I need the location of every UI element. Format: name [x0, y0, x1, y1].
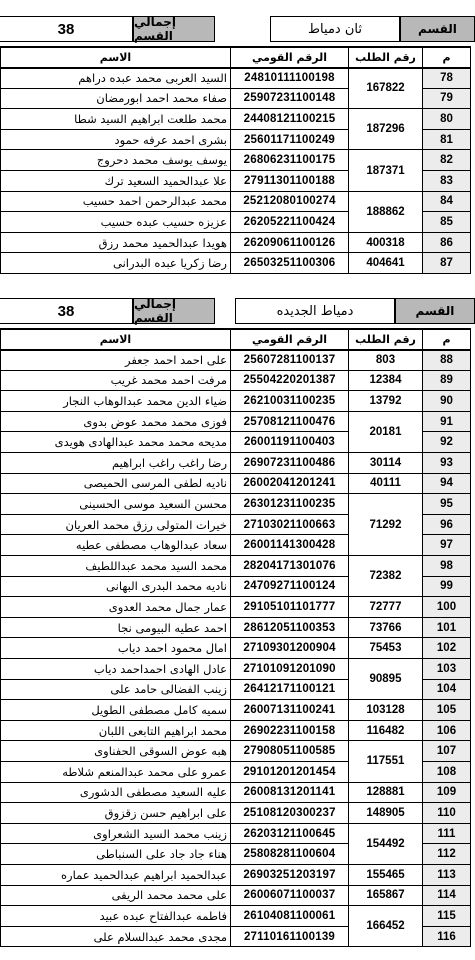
- table-row: [1, 659, 471, 680]
- section2-header: [0, 298, 475, 324]
- column-header-serial: م: [423, 329, 471, 350]
- table-row: [1, 494, 471, 515]
- student-name: عزيزه حسيب عبده حسيب: [1, 212, 231, 233]
- student-name: عمار جمال محمد العدوى: [1, 597, 231, 618]
- request-number: 166452: [349, 906, 423, 947]
- national-id: 25907231100148: [231, 88, 349, 109]
- request-number: 155465: [349, 864, 423, 885]
- serial-number: 113: [423, 864, 471, 885]
- request-number: 165867: [349, 885, 423, 906]
- student-name: عادل الهادى احمداحمد دياب: [1, 659, 231, 680]
- section2-total-label: إجمالي القسم: [133, 298, 215, 324]
- student-name: صفاء محمد احمد ابورمضان: [1, 88, 231, 109]
- serial-number: 83: [423, 171, 471, 192]
- table-row: [1, 473, 471, 494]
- column-header-row: [1, 329, 471, 350]
- section1-total-label: إجمالي القسم: [133, 16, 215, 42]
- table-row: [1, 150, 471, 171]
- student-name: مرفت احمد محمد غريب: [1, 370, 231, 391]
- national-id: 29105101101777: [231, 597, 349, 618]
- student-name: رضا زكريا عبده البدرانى: [1, 253, 231, 274]
- student-name: محسن السعيد موسى الحسينى: [1, 494, 231, 515]
- national-id: 26903251203197: [231, 864, 349, 885]
- national-id: 27109301200904: [231, 638, 349, 659]
- serial-number: 92: [423, 432, 471, 453]
- request-number: 75453: [349, 638, 423, 659]
- national-id: 26001141300428: [231, 535, 349, 556]
- serial-number: 85: [423, 212, 471, 233]
- column-header-row: [1, 47, 471, 68]
- national-id: 28204171301076: [231, 556, 349, 577]
- serial-number: 100: [423, 597, 471, 618]
- national-id: 24709271100124: [231, 576, 349, 597]
- national-id: 26001191100403: [231, 432, 349, 453]
- student-name: سميه كامل مصطفى الطويل: [1, 700, 231, 721]
- national-id: 25607281100137: [231, 350, 349, 371]
- serial-number: 108: [423, 761, 471, 782]
- section2-total-value: 38: [0, 298, 133, 324]
- serial-number: 116: [423, 926, 471, 947]
- request-number: 72382: [349, 556, 423, 597]
- serial-number: 78: [423, 68, 471, 89]
- national-id: 25108120300237: [231, 803, 349, 824]
- serial-number: 102: [423, 638, 471, 659]
- student-name: امال محمود احمد دياب: [1, 638, 231, 659]
- table-row: [1, 741, 471, 762]
- national-id: 26002041201241: [231, 473, 349, 494]
- column-header-nid: الرقم القومي: [231, 47, 349, 68]
- student-name: مجدى محمد عبدالسلام على: [1, 926, 231, 947]
- request-number: 803: [349, 350, 423, 371]
- student-name: مديحه محمد محمد عبدالهادى هويدى: [1, 432, 231, 453]
- student-name: ناديه محمد البدرى البهانى: [1, 576, 231, 597]
- national-id: 26205221100424: [231, 212, 349, 233]
- national-id: 26503251100306: [231, 253, 349, 274]
- table-row: [1, 232, 471, 253]
- serial-number: 112: [423, 844, 471, 865]
- student-name: على احمد احمد جعفر: [1, 350, 231, 371]
- national-id: 27911301100188: [231, 171, 349, 192]
- request-number: 20181: [349, 411, 423, 452]
- request-number: 404641: [349, 253, 423, 274]
- serial-number: 99: [423, 576, 471, 597]
- national-id: 25504220201387: [231, 370, 349, 391]
- column-header-seat: رقم الطلب: [349, 329, 423, 350]
- national-id: 26104081100061: [231, 906, 349, 927]
- section2-section-name: دمياط الجديده: [235, 298, 395, 324]
- serial-number: 87: [423, 253, 471, 274]
- serial-number: 90: [423, 391, 471, 412]
- table-row: [1, 68, 471, 89]
- student-name: يوسف يوسف محمد دحروج: [1, 150, 231, 171]
- student-name: محمد طلعت ابراهيم السيد شطا: [1, 109, 231, 130]
- section1-total-value: 38: [0, 16, 133, 42]
- national-id: 26006071100037: [231, 885, 349, 906]
- national-id: 25808281100604: [231, 844, 349, 865]
- student-name: رضا راغب راغب ابراهيم: [1, 453, 231, 474]
- student-name: ناديه لطفى المرسى الحميصى: [1, 473, 231, 494]
- national-id: 28612051100353: [231, 617, 349, 638]
- table-row: [1, 597, 471, 618]
- serial-number: 114: [423, 885, 471, 906]
- national-id: 26902231100158: [231, 720, 349, 741]
- serial-number: 104: [423, 679, 471, 700]
- national-id: 25212080100274: [231, 191, 349, 212]
- serial-number: 97: [423, 535, 471, 556]
- student-name: فاطمه عبدالفتاح عبده عبيد: [1, 906, 231, 927]
- table-row: [1, 803, 471, 824]
- table-row: [1, 906, 471, 927]
- serial-number: 91: [423, 411, 471, 432]
- table-row: [1, 370, 471, 391]
- serial-number: 98: [423, 556, 471, 577]
- table-row: [1, 823, 471, 844]
- table-row: [1, 638, 471, 659]
- serial-number: 93: [423, 453, 471, 474]
- national-id: 24810111100198: [231, 68, 349, 89]
- serial-number: 115: [423, 906, 471, 927]
- request-number: 187296: [349, 109, 423, 150]
- serial-number: 80: [423, 109, 471, 130]
- section1-header: [0, 16, 475, 42]
- request-number: 90895: [349, 659, 423, 700]
- student-name: خيرات المتولى رزق محمد العريان: [1, 514, 231, 535]
- section1-table: [0, 46, 471, 274]
- request-number: 72777: [349, 597, 423, 618]
- student-name: علا عبدالحميد السعيد ترك: [1, 171, 231, 192]
- serial-number: 110: [423, 803, 471, 824]
- student-name: هويدا عبدالحميد محمد رزق: [1, 232, 231, 253]
- request-number: 73766: [349, 617, 423, 638]
- serial-number: 103: [423, 659, 471, 680]
- column-header-serial: م: [423, 47, 471, 68]
- request-number: 116482: [349, 720, 423, 741]
- national-id: 27103021100663: [231, 514, 349, 535]
- request-number: 117551: [349, 741, 423, 782]
- section2-table: [0, 328, 471, 947]
- serial-number: 105: [423, 700, 471, 721]
- table-row: [1, 885, 471, 906]
- national-id: 27101091201090: [231, 659, 349, 680]
- table-row: [1, 391, 471, 412]
- national-id: 26210031100235: [231, 391, 349, 412]
- national-id: 26301231100235: [231, 494, 349, 515]
- table-row: [1, 782, 471, 803]
- table-row: [1, 253, 471, 274]
- request-number: 128881: [349, 782, 423, 803]
- student-name: عمرو على محمد عبدالمنعم شلاطه: [1, 761, 231, 782]
- national-id: 27908051100585: [231, 741, 349, 762]
- request-number: 400318: [349, 232, 423, 253]
- column-header-name: الاسم: [1, 47, 231, 68]
- national-id: 25708121100476: [231, 411, 349, 432]
- student-name: ضياء الدين محمد عبدالوهاب النجار: [1, 391, 231, 412]
- student-name: زينب محمد السيد الشعراوى: [1, 823, 231, 844]
- request-number: 71292: [349, 494, 423, 556]
- student-name: احمد عطيه البيومى نجا: [1, 617, 231, 638]
- serial-number: 79: [423, 88, 471, 109]
- student-name: بشرى احمد عرفه حمود: [1, 129, 231, 150]
- national-id: 25601171100249: [231, 129, 349, 150]
- student-name: عليه السعيد مصطفى الدشورى: [1, 782, 231, 803]
- serial-number: 106: [423, 720, 471, 741]
- student-name: على ابراهيم حسن زقزوق: [1, 803, 231, 824]
- request-number: 154492: [349, 823, 423, 864]
- national-id: 26203121100645: [231, 823, 349, 844]
- student-name: زينب الفضالى حامد على: [1, 679, 231, 700]
- serial-number: 84: [423, 191, 471, 212]
- request-number: 167822: [349, 68, 423, 109]
- table-row: [1, 191, 471, 212]
- request-number: 13792: [349, 391, 423, 412]
- column-header-name: الاسم: [1, 329, 231, 350]
- table-row: [1, 617, 471, 638]
- national-id: 27110161100139: [231, 926, 349, 947]
- student-name: محمد ابراهيم التابعى اللبان: [1, 720, 231, 741]
- serial-number: 81: [423, 129, 471, 150]
- request-number: 188862: [349, 191, 423, 232]
- student-name: سعاد عبدالوهاب مصطفى عطيه: [1, 535, 231, 556]
- serial-number: 101: [423, 617, 471, 638]
- national-id: 26412171100121: [231, 679, 349, 700]
- serial-number: 89: [423, 370, 471, 391]
- student-name: السيد العربى محمد عبده دراهم: [1, 68, 231, 89]
- column-header-seat: رقم الطلب: [349, 47, 423, 68]
- student-name: هناء جاد جاد على السنباطى: [1, 844, 231, 865]
- table-row: [1, 720, 471, 741]
- table-row: [1, 864, 471, 885]
- section2-section-label: القسم: [395, 298, 475, 324]
- table-row: [1, 700, 471, 721]
- table-row: [1, 109, 471, 130]
- serial-number: 111: [423, 823, 471, 844]
- student-name: على محمد محمد الريفى: [1, 885, 231, 906]
- request-number: 30114: [349, 453, 423, 474]
- serial-number: 95: [423, 494, 471, 515]
- serial-number: 96: [423, 514, 471, 535]
- student-name: محمد السيد محمد عبداللطيف: [1, 556, 231, 577]
- student-name: هبه عوض السوقى الحفناوى: [1, 741, 231, 762]
- table-row: [1, 411, 471, 432]
- request-number: 148905: [349, 803, 423, 824]
- national-id: 24408121100215: [231, 109, 349, 130]
- request-number: 103128: [349, 700, 423, 721]
- national-id: 26008131201141: [231, 782, 349, 803]
- table-row: [1, 556, 471, 577]
- column-header-nid: الرقم القومي: [231, 329, 349, 350]
- section1-section-label: القسم: [400, 16, 475, 42]
- serial-number: 82: [423, 150, 471, 171]
- national-id: 26209061100126: [231, 232, 349, 253]
- serial-number: 109: [423, 782, 471, 803]
- national-id: 26806231100175: [231, 150, 349, 171]
- national-id: 26907231100486: [231, 453, 349, 474]
- student-name: فوزى محمد محمد عوض بدوى: [1, 411, 231, 432]
- student-name: عبدالحميد ابراهيم عبدالحميد عماره: [1, 864, 231, 885]
- national-id: 26007131100241: [231, 700, 349, 721]
- student-name: محمد عبدالرحمن احمد حسيب: [1, 191, 231, 212]
- section1-section-name: ثان دمياط: [270, 16, 400, 42]
- serial-number: 94: [423, 473, 471, 494]
- table-row: [1, 350, 471, 371]
- serial-number: 86: [423, 232, 471, 253]
- request-number: 12384: [349, 370, 423, 391]
- request-number: 187371: [349, 150, 423, 191]
- national-id: 29101201201454: [231, 761, 349, 782]
- serial-number: 107: [423, 741, 471, 762]
- serial-number: 88: [423, 350, 471, 371]
- table-row: [1, 453, 471, 474]
- request-number: 40111: [349, 473, 423, 494]
